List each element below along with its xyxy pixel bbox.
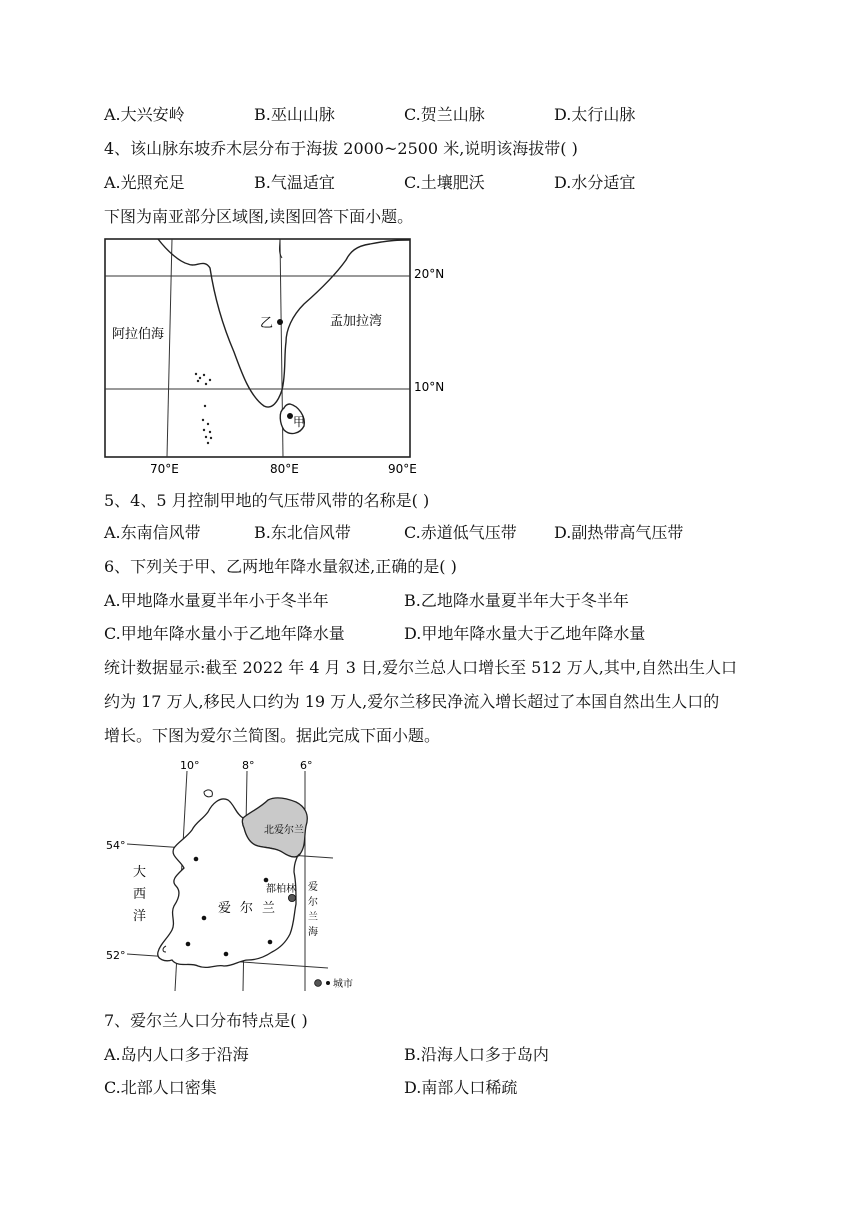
lat-label-54: 54° <box>106 839 126 852</box>
ireland-map <box>100 756 370 996</box>
q6-option-c: C.甲地年降水量小于乙地年降水量 <box>104 624 345 643</box>
dublin-label: 都柏林 <box>266 884 296 895</box>
city-marker <box>202 916 207 921</box>
lat-label-20n: 20°N <box>414 267 445 281</box>
dublin-marker <box>288 894 295 901</box>
lat-label-52: 52° <box>106 949 126 962</box>
q4-option-c: C.土壤肥沃 <box>404 173 485 192</box>
lon-label-6: 6° <box>300 759 313 772</box>
point-yi-marker <box>277 319 283 325</box>
q7-option-d: D.南部人口稀疏 <box>404 1078 518 1097</box>
legend-dublin-symbol <box>315 980 322 987</box>
city-marker <box>264 878 269 883</box>
south-asia-map <box>100 234 445 480</box>
lon-label-90e: 90°E <box>388 462 417 476</box>
city-marker <box>186 942 191 947</box>
q3-option-b: B.巫山山脉 <box>254 105 335 124</box>
irish-sea-char-3: 兰 <box>308 912 318 923</box>
lat-label-10n: 10°N <box>414 380 445 394</box>
q7-option-b: B.沿海人口多于岛内 <box>404 1045 549 1064</box>
irish-sea-char-2: 尔 <box>308 897 318 908</box>
atlantic-char-1: 大 <box>133 865 147 880</box>
intro-ireland-line-3: 增长。下图为爱尔兰简图。据此完成下面小题。 <box>104 726 441 745</box>
city-marker <box>194 857 199 862</box>
q7-option-c: C.北部人口密集 <box>104 1078 217 1097</box>
northern-ireland-label: 北爱尔兰 <box>264 825 304 836</box>
intro-ireland-line-2: 约为 17 万人,移民人口约为 19 万人,爱尔兰移民净流入增长超过了本国自然出生人口的 <box>104 692 720 711</box>
lon-label-80e: 80°E <box>270 462 299 476</box>
ireland-char-1: 爱 <box>218 901 232 916</box>
irish-sea-char-4: 海 <box>308 927 318 938</box>
q5-option-c: C.赤道低气压带 <box>404 523 517 542</box>
q5-option-d: D.副热带高气压带 <box>554 523 684 542</box>
lon-label-70e: 70°E <box>150 462 179 476</box>
q6-option-a: A.甲地降水量夏半年小于冬半年 <box>104 591 329 610</box>
q5-option-b: B.东北信风带 <box>254 523 351 542</box>
city-marker <box>268 940 273 945</box>
q6-stem: 6、下列关于甲、乙两地年降水量叙述,正确的是( ) <box>104 557 457 576</box>
q4-option-a: A.光照充足 <box>104 173 185 192</box>
q6-option-d: D.甲地年降水量大于乙地年降水量 <box>404 624 646 643</box>
arabian-sea-label: 阿拉伯海 <box>112 327 165 342</box>
q5-option-a: A.东南信风带 <box>104 523 201 542</box>
lon-label-10: 10° <box>180 759 200 772</box>
atlantic-char-3: 洋 <box>133 909 147 924</box>
ireland-char-3: 兰 <box>262 901 276 916</box>
atlantic-char-2: 西 <box>133 887 147 902</box>
irish-sea-char-1: 爱 <box>308 882 318 893</box>
point-yi-label: 乙 <box>260 316 274 331</box>
q4-stem: 4、该山脉东坡乔木层分布于海拔 2000~2500 米,说明该海拔带( ) <box>104 139 578 158</box>
legend-city-label: 城市 <box>333 979 353 990</box>
q6-option-b: B.乙地降水量夏半年大于冬半年 <box>404 591 629 610</box>
q4-option-d: D.水分适宜 <box>554 173 636 192</box>
point-jia-label: 甲 <box>293 415 306 429</box>
q3-option-d: D.太行山脉 <box>554 105 636 124</box>
legend-city-symbol <box>326 981 330 985</box>
q5-stem: 5、4、5 月控制甲地的气压带风带的名称是( ) <box>104 491 430 510</box>
q4-option-b: B.气温适宜 <box>254 173 335 192</box>
q7-option-a: A.岛内人口多于沿海 <box>104 1045 249 1064</box>
q3-option-c: C.贺兰山脉 <box>404 105 485 124</box>
ireland-char-2: 尔 <box>240 901 254 916</box>
bay-of-bengal-label: 孟加拉湾 <box>330 314 383 329</box>
city-marker <box>224 952 229 957</box>
q7-stem: 7、爱尔兰人口分布特点是( ) <box>104 1011 308 1030</box>
lon-label-8: 8° <box>242 759 255 772</box>
q3-option-a: A.大兴安岭 <box>104 105 185 124</box>
intro-south-asia: 下图为南亚部分区域图,读图回答下面小题。 <box>104 207 414 226</box>
intro-ireland-line-1: 统计数据显示:截至 2022 年 4 月 3 日,爱尔兰总人口增长至 512 万人,其中,自然出生人口 <box>104 658 737 677</box>
